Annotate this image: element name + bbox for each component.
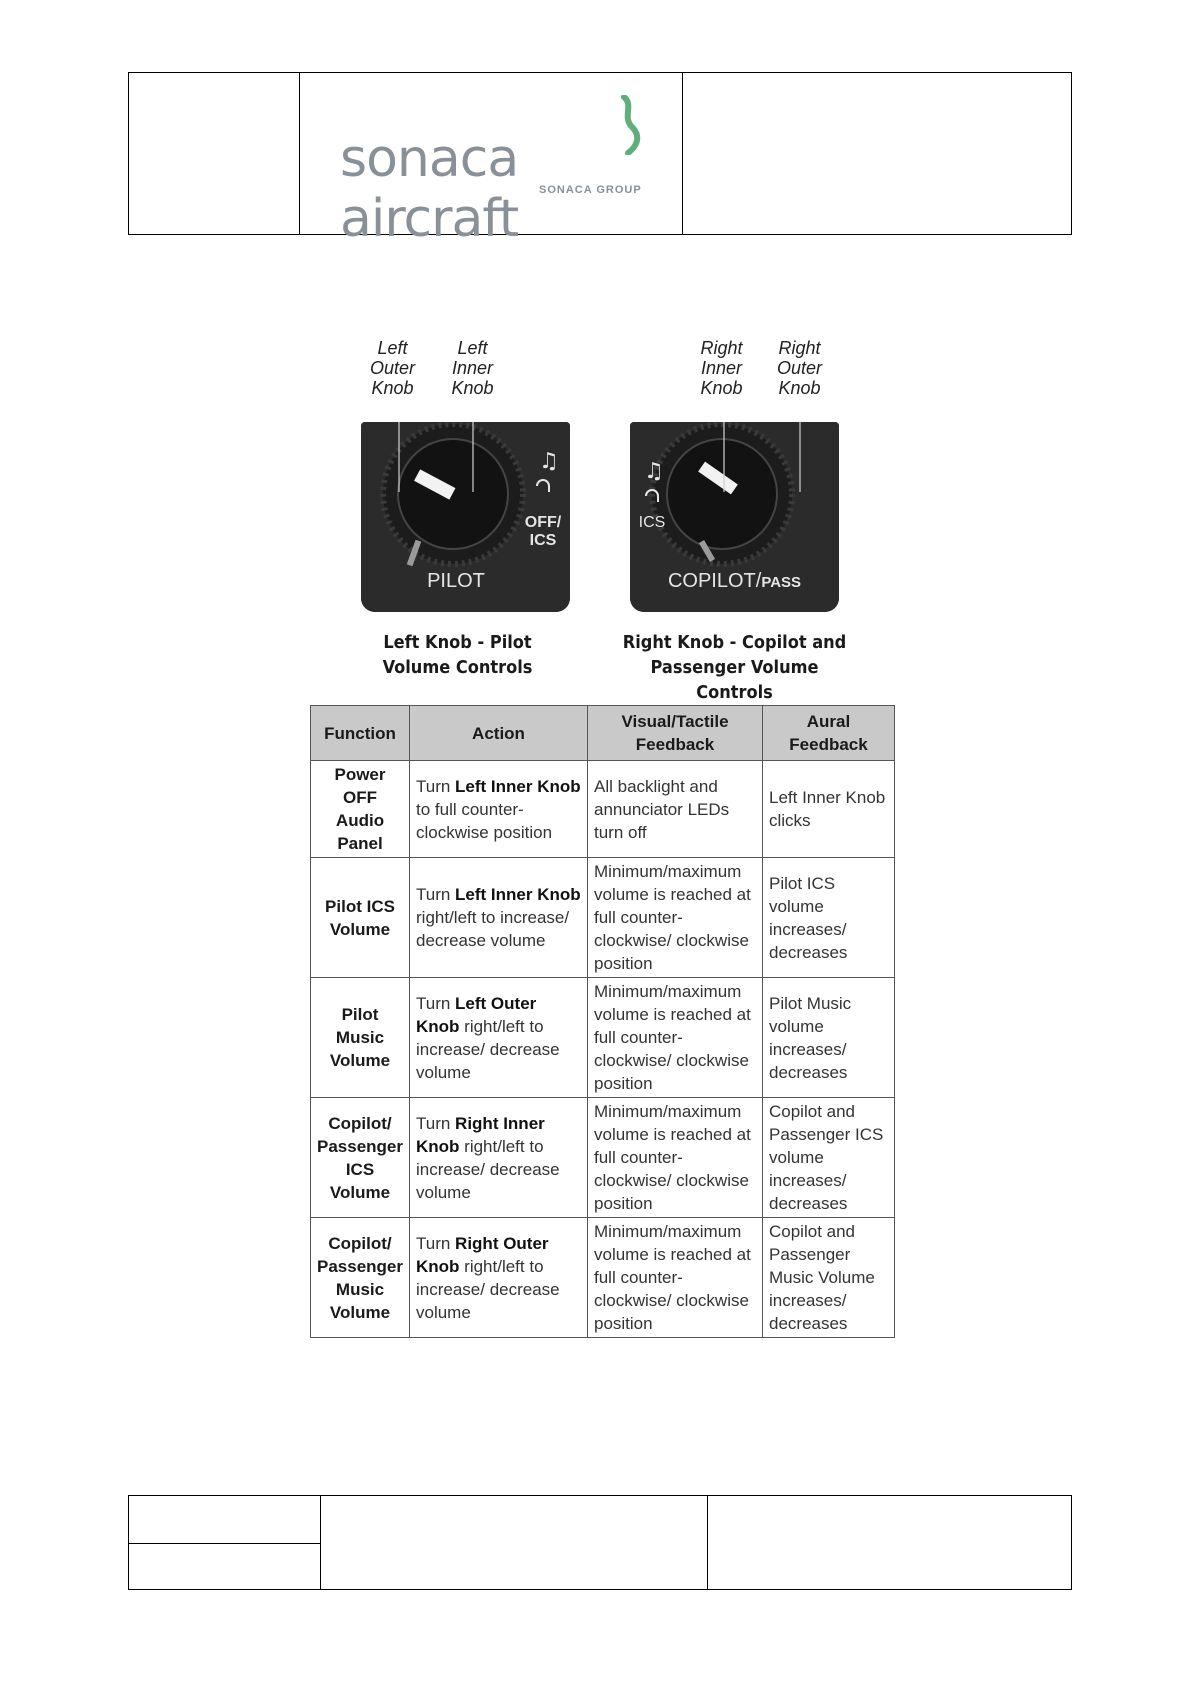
copilot-side-label: ICS (638, 514, 666, 531)
footer-cell-left-top (129, 1496, 320, 1544)
footer-cell-middle (321, 1496, 708, 1589)
copilot-knob-panel (630, 422, 839, 612)
visual-feedback-cell: Minimum/maximum volume is reached at full counter-clockwise/ clockwise position (588, 978, 763, 1098)
knob-functions-table (310, 705, 895, 1338)
visual-feedback-cell: Minimum/maximum volume is reached at full counter-clockwise/ clockwise position (588, 858, 763, 978)
logo-swoosh-icon (620, 95, 644, 155)
action-cell (410, 1218, 588, 1338)
action-cell (410, 1098, 588, 1218)
header-cell-left (129, 73, 300, 234)
svg-text:♫: ♫ (644, 459, 664, 484)
pilot-knob-panel (361, 422, 570, 612)
logo-wordmark: sonaca aircraft (340, 129, 519, 249)
aural-feedback-cell: Copilot and Passenger ICS volume increases/ decreases (763, 1098, 895, 1218)
svg-text:♫: ♫ (539, 449, 559, 474)
aural-feedback-cell: Pilot ICS volume increases/ decreases (763, 858, 895, 978)
copilot-panel-label (630, 570, 839, 593)
function-cell: Power OFF Audio Panel (311, 761, 410, 858)
logo-group-text: SONACA GROUP (539, 184, 642, 196)
function-cell: Pilot ICS Volume (311, 858, 410, 978)
action-cell (410, 761, 588, 858)
action-knob-name: Left Outer Knob (416, 993, 537, 1036)
action-suffix: to full counter-clockwise position (416, 799, 553, 842)
header-aural-feedback: Aural Feedback (763, 706, 895, 761)
table-row (311, 978, 895, 1098)
visual-feedback-cell: All backlight and annunciator LEDs turn off (588, 761, 763, 858)
aural-feedback-cell: Pilot Music volume increases/ decreases (763, 978, 895, 1098)
visual-feedback-cell: Minimum/maximum volume is reached at full counter-clockwise/ clockwise position (588, 1098, 763, 1218)
aural-feedback-cell: Left Inner Knob clicks (763, 761, 895, 858)
action-prefix: Turn (416, 1113, 456, 1133)
left-caption-line-1: Left Knob - Pilot (383, 632, 532, 653)
visual-feedback-cell: Minimum/maximum volume is reached at full counter-clockwise/ clockwise position (588, 1218, 763, 1338)
action-suffix: right/left to increase/ decrease volume (416, 1256, 560, 1322)
function-cell: Pilot Music Volume (311, 978, 410, 1098)
action-knob-name: Right Outer Knob (416, 1233, 549, 1276)
header-cell-right (683, 73, 1071, 234)
action-cell (410, 978, 588, 1098)
action-suffix: right/left to increase/ decrease volume (416, 1016, 560, 1082)
function-cell: Copilot/ Passenger ICS Volume (311, 1098, 410, 1218)
table-header-row (311, 706, 895, 761)
left-outer-knob-label: Left Outer Knob (369, 338, 416, 398)
page-header (128, 72, 1072, 249)
footer-cell-left-bottom (129, 1544, 320, 1589)
footer-cell-right (708, 1496, 1071, 1589)
action-knob-name: Right Inner Knob (416, 1113, 545, 1156)
function-cell: Copilot/ Passenger Music Volume (311, 1218, 410, 1338)
pilot-side-label: OFF/ ICS (524, 514, 562, 549)
action-knob-name: Left Inner Knob (455, 885, 581, 904)
right-figure-caption (612, 630, 857, 705)
action-suffix: right/left to increase/ decrease volume (416, 908, 570, 950)
left-inner-knob-label: Left Inner Knob (451, 338, 494, 398)
action-prefix: Turn (416, 885, 456, 904)
header-action: Action (410, 706, 588, 761)
left-caption-line-2: Volume Controls (382, 657, 533, 678)
pilot-panel-label: PILOT (427, 570, 485, 592)
left-figure-caption (335, 630, 580, 680)
action-prefix: Turn (416, 993, 456, 1013)
copilot-panel-label-main: COPILOT/ (667, 570, 762, 592)
action-prefix: Turn (416, 776, 456, 796)
action-cell (410, 858, 588, 978)
header-cell-logo (300, 73, 683, 249)
header-function: Function (311, 706, 410, 761)
right-outer-knob-label: Right Outer Knob (776, 338, 823, 398)
action-suffix: right/left to increase/ decrease volume (416, 1136, 560, 1202)
action-knob-name: Left Inner Knob (455, 776, 581, 796)
copilot-panel-label-small: PASS (761, 574, 802, 591)
table-row (311, 1218, 895, 1338)
footer-cell-left (129, 1496, 321, 1589)
aural-feedback-cell: Copilot and Passenger Music Volume increases/ decreases (763, 1218, 895, 1338)
right-caption-line-1: Right Knob - Copilot and (622, 632, 847, 653)
table-row (311, 858, 895, 978)
action-prefix: Turn (416, 1233, 456, 1253)
page-footer (128, 1495, 1072, 1590)
table-row (311, 1098, 895, 1218)
right-caption-line-2: Passenger Volume Controls (650, 657, 819, 703)
header-visual-tactile-feedback: Visual/Tactile Feedback (588, 706, 763, 761)
right-inner-knob-label: Right Inner Knob (700, 338, 743, 398)
table-row (311, 761, 895, 858)
